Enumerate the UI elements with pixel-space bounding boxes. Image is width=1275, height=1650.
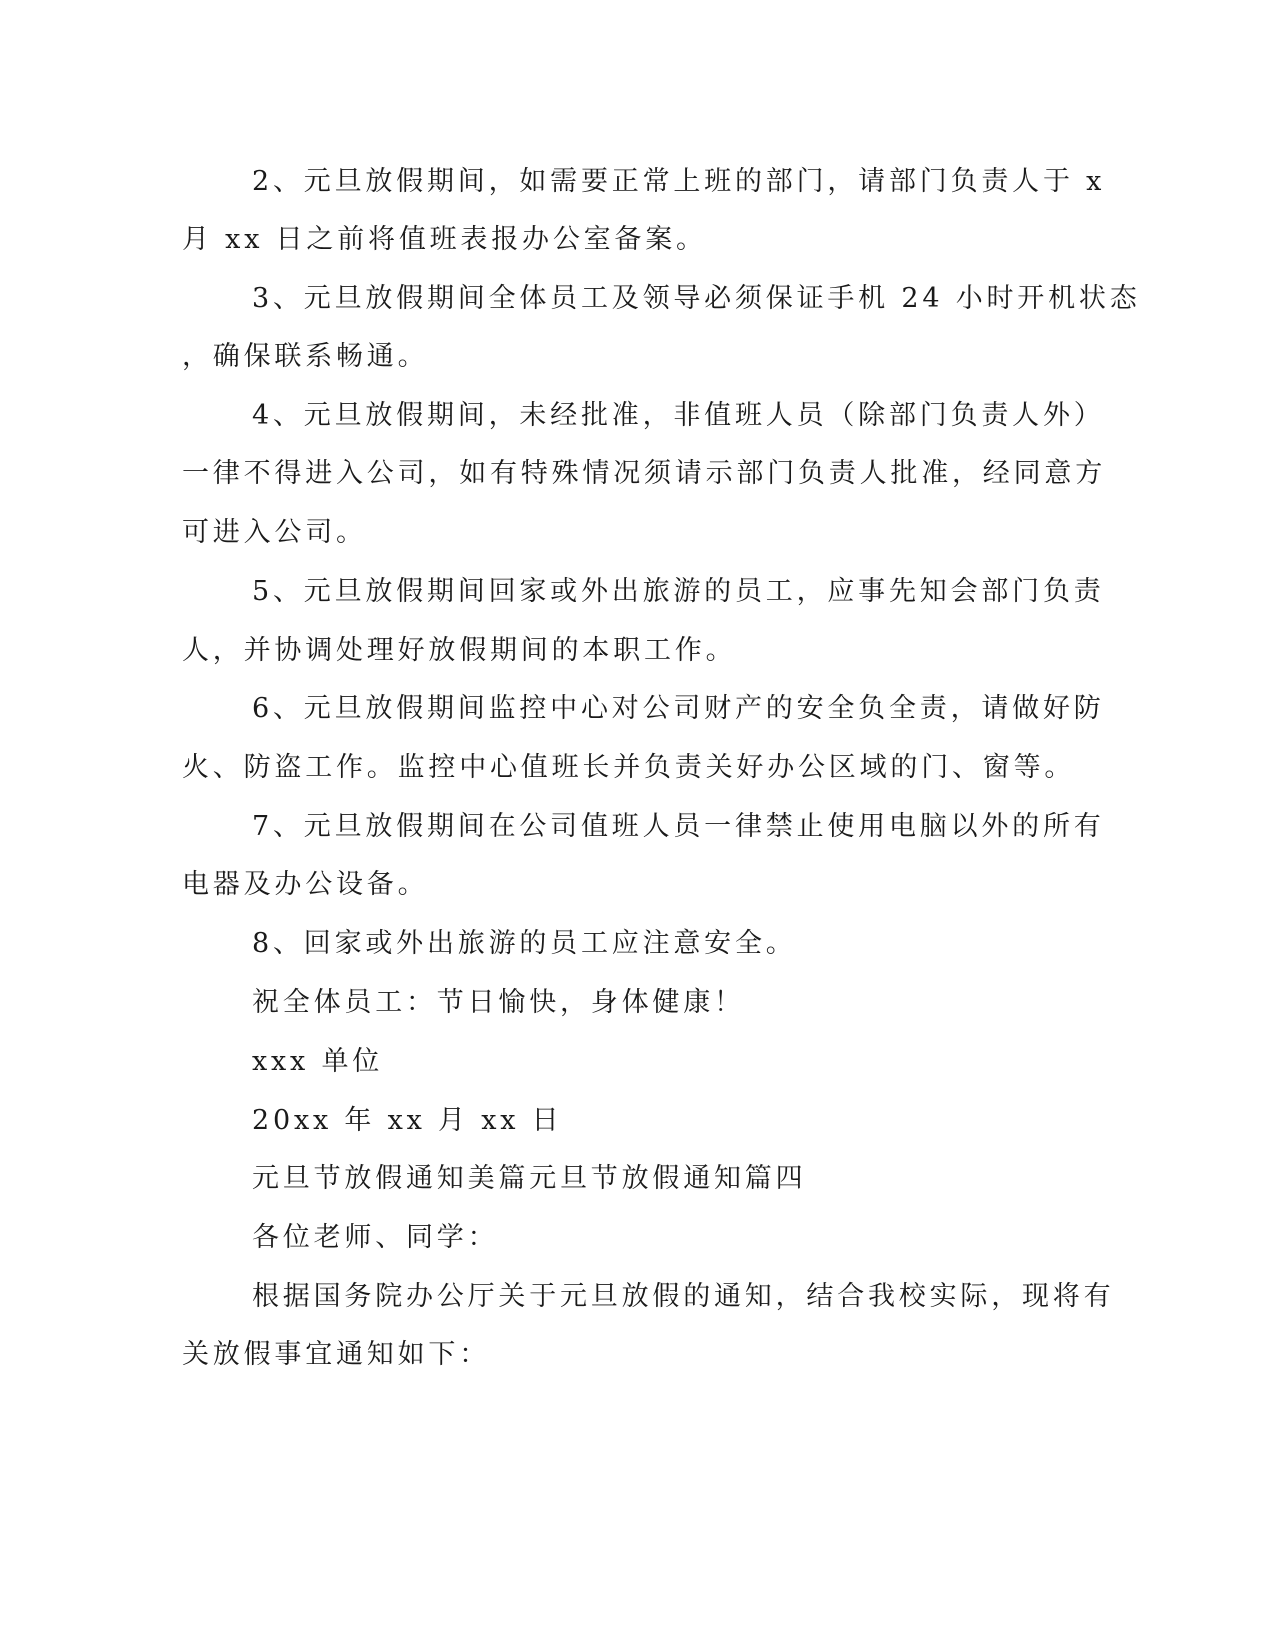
paragraph-6-line-1: 6、元旦放假期间监控中心对公司财产的安全负全责，请做好防 xyxy=(252,693,1105,724)
paragraph-7-line-1: 7、元旦放假期间在公司值班人员一律禁止使用电脑以外的所有 xyxy=(252,811,1105,842)
paragraph-7-line-2: 电器及办公设备。 xyxy=(182,869,429,900)
paragraph-4-line-1: 4、元旦放假期间，未经批准，非值班人员（除部门负责人外） xyxy=(252,400,1105,431)
paragraph-4-line-2: 一律不得进入公司，如有特殊情况须请示部门负责人批准，经同意方 xyxy=(182,458,1106,489)
paragraph-5-line-1: 5、元旦放假期间回家或外出旅游的员工，应事先知会部门负责 xyxy=(252,576,1105,607)
organization-signature: xxx 单位 xyxy=(252,1046,384,1077)
greeting-line: 祝全体员工：节日愉快，身体健康！ xyxy=(252,987,745,1018)
intro-paragraph-line-2: 关放假事宜通知如下： xyxy=(182,1339,490,1370)
intro-paragraph-line-1: 根据国务院办公厅关于元旦放假的通知，结合我校实际，现将有 xyxy=(252,1281,1115,1312)
paragraph-3-line-2: ，确保联系畅通。 xyxy=(182,341,429,372)
paragraph-8: 8、回家或外出旅游的员工应注意安全。 xyxy=(252,928,797,959)
paragraph-4-line-3: 可进入公司。 xyxy=(182,517,367,548)
section-heading: 元旦节放假通知美篇元旦节放假通知篇四 xyxy=(252,1163,807,1194)
paragraph-5-line-2: 人，并协调处理好放假期间的本职工作。 xyxy=(182,635,737,666)
paragraph-2-line-2: 月 xx 日之前将值班表报办公室备案。 xyxy=(182,224,707,255)
salutation: 各位老师、同学： xyxy=(252,1222,499,1253)
date-line: 20xx 年 xx 月 xx 日 xyxy=(252,1105,563,1136)
paragraph-2-line-1: 2、元旦放假期间，如需要正常上班的部门，请部门负责人于 x xyxy=(252,166,1106,197)
paragraph-3-line-1: 3、元旦放假期间全体员工及领导必须保证手机 24 小时开机状态 xyxy=(252,283,1141,314)
paragraph-6-line-2: 火、防盗工作。监控中心值班长并负责关好办公区域的门、窗等。 xyxy=(182,752,1076,783)
